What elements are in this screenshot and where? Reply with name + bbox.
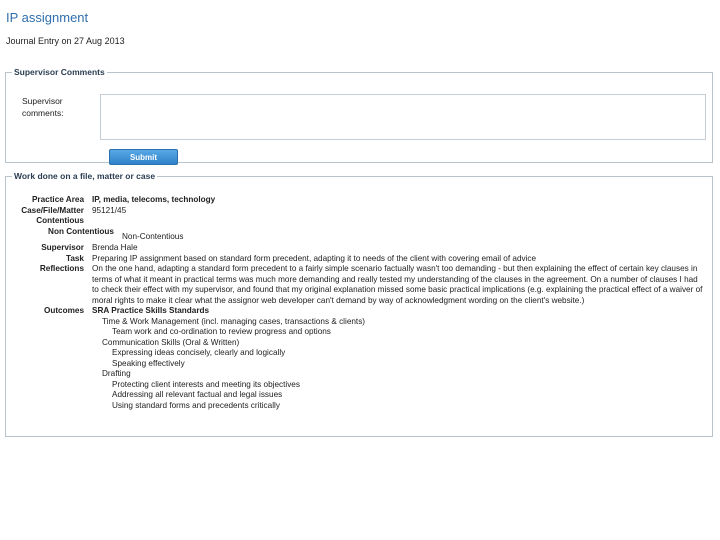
row-non-contentious xyxy=(6,227,712,243)
supervisor-label: Supervisor xyxy=(41,243,84,252)
page-title: IP assignment xyxy=(6,10,89,25)
task-label: Task xyxy=(65,253,84,263)
outcome-item: Protecting client interests and meeting its objectives xyxy=(112,379,300,389)
outcome-item: Time & Work Management (incl. managing cases, transactions & clients) xyxy=(102,316,366,326)
supervisor-comments-label: Supervisor comments: xyxy=(22,96,64,118)
non-contentious-label: Non Contentious xyxy=(48,226,114,236)
outcomes-value xyxy=(92,306,704,411)
outcome-item: Using standard forms and precedents critically xyxy=(112,400,280,410)
work-done-section xyxy=(5,171,713,437)
outcomes-heading: SRA Practice Skills Standards xyxy=(92,306,210,315)
reflections-value: On the one hand, adapting a standard form precedent to a fairly simple scenario factually wasn't too demanding - but then explaining the effect of certain key clauses in terms of what it meant in practical terms was much more demanding and really tested my understanding of the clauses in the agreement. On a number of clauses I had to check their effect with my supervisor, and found that my original explanation missed some basic practical implications (e.g. explaining the practical effect of a waiver of moral rights to make it clear what the assignor web developer can't demand by way of acknowledgment wording on the client's website.) xyxy=(92,264,703,305)
work-details xyxy=(6,195,712,411)
row-outcomes xyxy=(6,306,712,411)
row-reflections xyxy=(6,264,712,306)
supervisor-comments-input[interactable] xyxy=(100,94,706,140)
outcome-item: Speaking effectively xyxy=(112,358,185,368)
row-supervisor xyxy=(6,243,712,254)
work-done-legend: Work done on a file, matter or case xyxy=(14,171,156,181)
outcome-item: Expressing ideas concisely, clearly and logically xyxy=(112,348,286,357)
row-task xyxy=(6,254,712,265)
practice-area-label: Practice Area xyxy=(31,195,84,204)
case-label: Case/File/Matter xyxy=(21,205,84,215)
outcome-item: Team work and co-ordination to review progress and options xyxy=(112,327,331,336)
row-case xyxy=(6,206,712,217)
practice-area-value: IP, media, telecoms, technology xyxy=(92,195,216,204)
contentious-label: Contentious xyxy=(36,216,84,225)
outcome-item: Addressing all relevant factual and legal issues xyxy=(112,390,283,399)
task-value: Preparing IP assignment based on standard form precedent, adapting it to needs of the client with covering email of advice xyxy=(92,253,537,263)
journal-entry-date: Journal Entry on 27 Aug 2013 xyxy=(6,36,125,46)
row-contentious xyxy=(6,216,712,227)
supervisor-comments-legend: Supervisor Comments xyxy=(14,67,105,77)
outcome-item: Communication Skills (Oral & Written) xyxy=(102,337,240,347)
row-practice-area xyxy=(6,195,712,206)
outcomes-label: Outcomes xyxy=(43,306,84,315)
supervisor-comments-section xyxy=(5,67,713,163)
non-contentious-value: Non-Contentious xyxy=(122,231,184,241)
submit-button[interactable]: Submit xyxy=(109,149,178,165)
supervisor-value: Brenda Hale xyxy=(92,243,138,252)
contentious-value xyxy=(92,216,704,227)
case-value: 95121/45 xyxy=(92,205,127,215)
outcome-item: Drafting xyxy=(102,369,131,378)
reflections-label: Reflections xyxy=(39,264,84,273)
